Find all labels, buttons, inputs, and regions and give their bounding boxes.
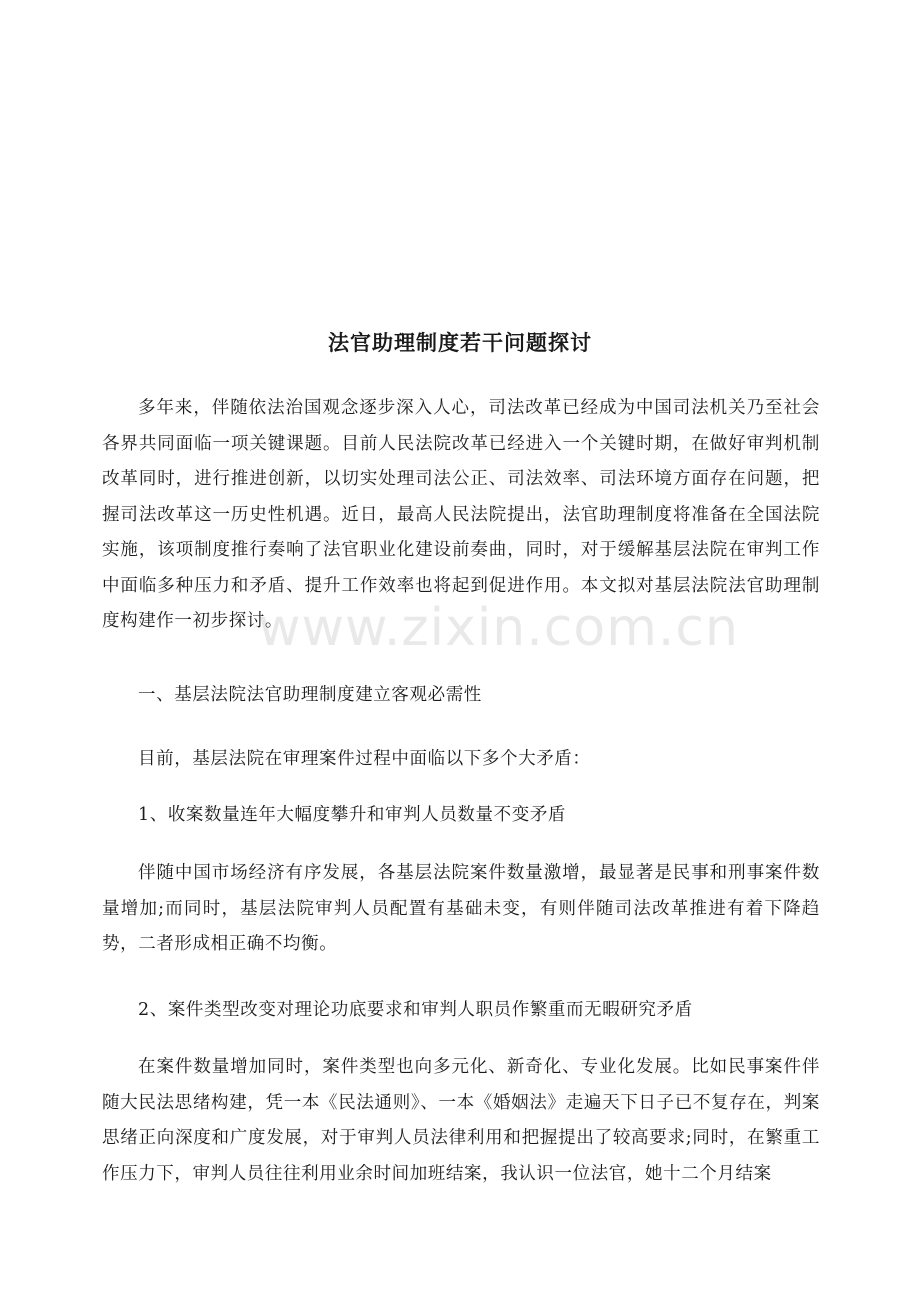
paragraph-case-volume: 伴随中国市场经济有序发展，各基层法院案件数量激增，最显著是民事和刑事案件数量增加;而同时，基层法院审判人员配置有基础未变，有则伴随司法改革推进有着下降趋势，二者形成相正确不均衡。 [102,863,820,954]
section-heading-1: 一、基层法院法官助理制度建立客观必需性 [138,685,482,705]
subheading-1: 1、收案数量连年大幅度攀升和审判人员数量不变矛盾 [138,805,567,825]
paragraph-intro: 多年来，伴随依法治国观念逐步深入人心，司法改革已经成为中国司法机关乃至社会各界共同面临一项关键课题。目前人民法院改革已经进入一个关键时期，在做好审判机制改革同时，进行推进创新，以切实处理司法公正、司法效率、司法环境方面存在问题，把握司法改革这一历史性机遇。近日，最高人民法院提出，法官助理制度将准备在全国法院实施，该项制度推行奏响了法官职业化建设前奏曲，同时，对于缓解基层法院在审判工作中面临多种压力和矛盾、提升工作效率也将起到促进作用。本文拟对基层法院法官助理制度构建作一初步探讨。 [102,398,820,631]
paragraph-contradictions-intro: 目前，基层法院在审理案件过程中面临以下多个大矛盾： [138,749,591,769]
document-title: 法官助理制度若干问题探讨 [328,330,592,355]
watermark: www.zixin.com.cn [258,598,739,658]
subheading-2: 2、案件类型改变对理论功底要求和审判人职员作繁重而无暇研究矛盾 [138,1000,693,1020]
paragraph-case-types: 在案件数量增加同时，案件类型也向多元化、新奇化、专业化发展。比如民事案件伴随大民法思绪构建，凭一本《民法通则》、一本《婚姻法》走遍天下日子已不复存在，判案思绪正向深度和广度发展，对于审判人员法律利用和把握提出了较高要求;同时，在繁重工作压力下，审判人员往往利用业余时间加班结案，我认识一位法官，她十二个月结案 [102,1057,820,1184]
